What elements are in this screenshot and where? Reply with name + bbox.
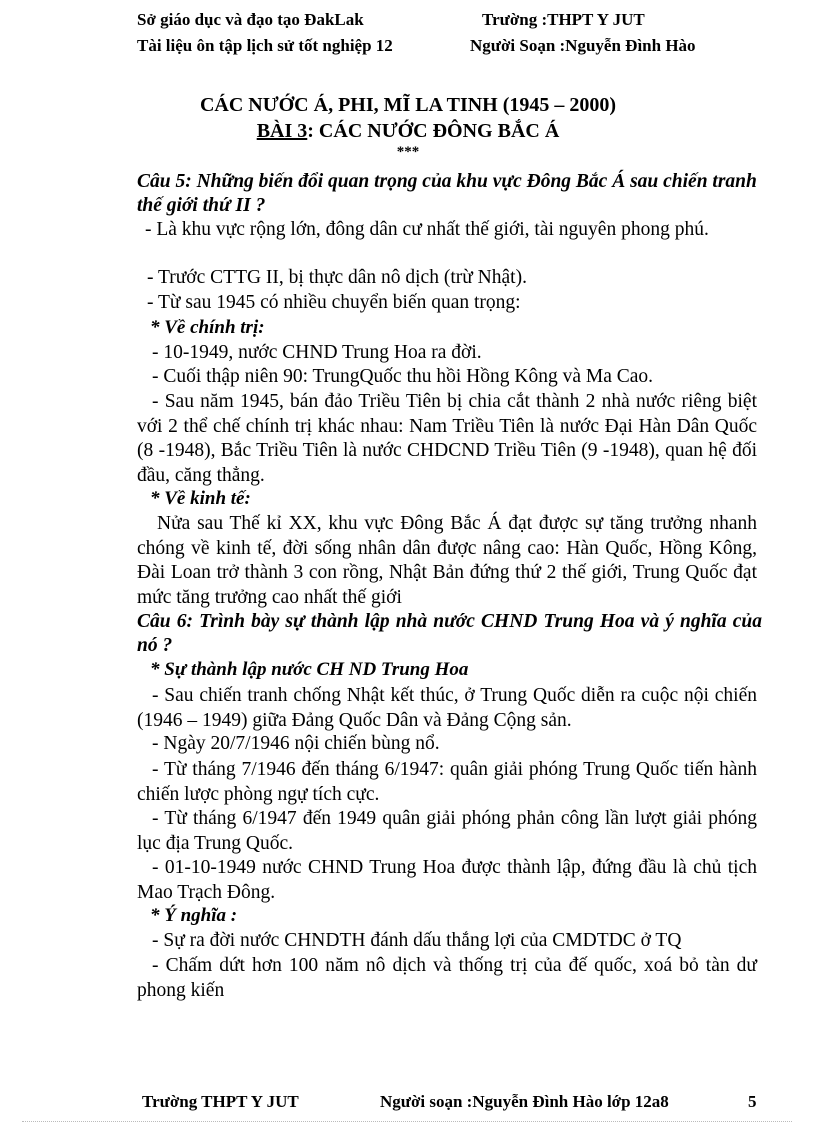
q5-paragraph-1: - Là khu vực rộng lớn, đông dân cư nhất thế giới, tài nguyên phong phú. <box>145 219 709 240</box>
politics-item-2: - Cuối thập niên 90: TrungQuốc thu hồi Hồng Kông và Ma Cao. <box>152 366 654 387</box>
economy-heading: * Về kinh tế: <box>150 488 251 509</box>
founding-item-3: - Từ tháng 7/1946 đến tháng 6/1947: quân giải phóng Trung Quốc tiến hành chiến lược phòng ngự tích cực. <box>137 759 757 805</box>
meaning-heading: * Ý nghĩa : <box>150 905 238 926</box>
politics-item-1: - 10-1949, nước CHND Trung Hoa ra đời. <box>152 342 482 363</box>
page-title: CÁC NƯỚC Á, PHI, MĨ LA TINH (1945 – 2000) <box>199 94 617 116</box>
q5-paragraph-3: - Từ sau 1945 có nhiều chuyển biến quan trọng: <box>147 292 521 313</box>
politics-heading: * Về chính trị: <box>150 317 265 338</box>
footer-school: Trường THPT Y JUT <box>142 1092 299 1111</box>
meaning-item-1: - Sự ra đời nước CHNDTH đánh dấu thắng lợi của CMDTDC ở TQ <box>152 930 682 951</box>
page-number: 5 <box>748 1092 757 1111</box>
founding-heading: * Sự thành lập nước CH ND Trung Hoa <box>150 659 469 680</box>
lesson-label: BÀI 3 <box>256 120 308 142</box>
founding-item-4: - Từ tháng 6/1947 đến 1949 quân giải phóng phản công lần lượt giải phóng lục địa Trung Quốc. <box>137 808 757 854</box>
header-department: Sở giáo dục và đạo tạo ĐakLak <box>137 10 364 29</box>
footer-divider <box>22 1121 792 1122</box>
lesson-name: : CÁC NƯỚC ĐÔNG BẮC Á <box>307 120 560 142</box>
founding-item-1: - Sau chiến tranh chống Nhật kết thúc, ở Trung Quốc diễn ra cuộc nội chiến (1946 – 1949) giữa Đảng Quốc Dân và Đảng Cộng sản. <box>137 685 757 731</box>
header-document-title: Tài liệu ôn tập lịch sử tốt nghiệp 12 <box>137 36 393 55</box>
lesson-title <box>0 120 816 143</box>
founding-item-2: - Ngày 20/7/1946 nội chiến bùng nổ. <box>152 733 440 754</box>
header-school: Trường :THPT Y JUT <box>482 10 645 29</box>
footer-author: Người soạn :Nguyễn Đình Hào lớp 12a8 <box>380 1092 669 1111</box>
politics-item-3: - Sau năm 1945, bán đảo Triều Tiên bị chia cắt thành 2 nhà nước riêng biệt với 2 thể chế chính trị khác nhau: Nam Triều Tiên là nước Đại Hàn Dân Quốc (8 -1948), Bắc Triều Tiên là nước CHDCND Triều Tiên (9 -1948), quan hệ đối đầu, căng thẳng. <box>137 391 757 486</box>
question-5: Câu 5: Những biến đổi quan trọng của khu vực Đông Bắc Á sau chiến tranh thế giới thứ II ? <box>137 171 757 216</box>
founding-item-5: - 01-10-1949 nước CHND Trung Hoa được thành lập, đứng đầu là chủ tịch Mao Trạch Đông. <box>137 857 757 903</box>
meaning-item-2: - Chấm dứt hơn 100 năm nô dịch và thống trị của đế quốc, xoá bỏ tàn dư phong kiến <box>137 955 757 1001</box>
economy-paragraph: Nửa sau Thế kỉ XX, khu vực Đông Bắc Á đạt được sự tăng trưởng nhanh chóng về kinh tế, đời sống nhân dân được nâng cao: Hàn Quốc, Hồng Kông, Đài Loan trở thành 3 con rồng, Nhật Bản đứng thứ 2 thế giới, Trung Quốc đạt mức tăng trưởng cao nhất thế giới <box>137 513 757 608</box>
header-author: Người Soạn :Nguyễn Đình Hào <box>470 36 696 55</box>
question-6: Câu 6: Trình bày sự thành lập nhà nước CHND Trung Hoa và ý nghĩa của nó ? <box>137 611 762 656</box>
q5-paragraph-2: - Trước CTTG II, bị thực dân nô dịch (trừ Nhật). <box>147 267 527 288</box>
title-stars: *** <box>396 144 420 160</box>
